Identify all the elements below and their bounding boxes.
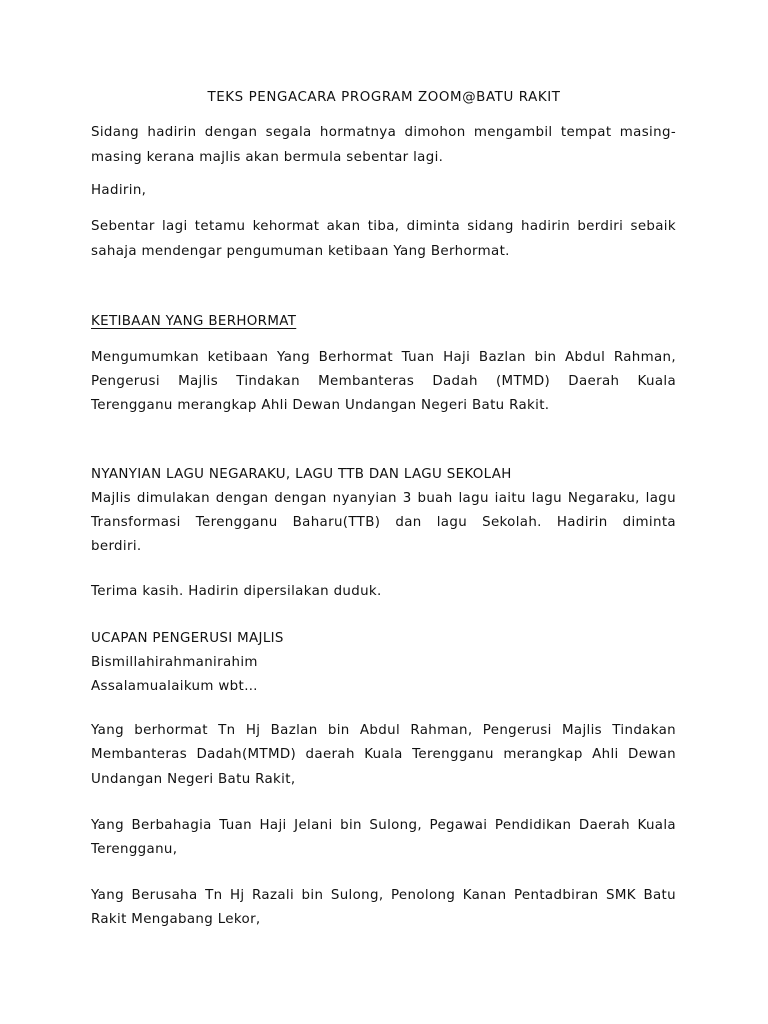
ucapan-line-2: Assalamualaikum wbt… xyxy=(91,679,258,694)
nyanyian-thanks: Terima kasih. Hadirin dipersilakan duduk. xyxy=(91,584,382,599)
announce-line-1: Sebentar lagi tetamu kehormat akan tiba, diminta sidang hadirin berdiri sebaik xyxy=(91,219,676,234)
nyanyian-line-3: berdiri. xyxy=(91,539,142,554)
ppd-line-1: Yang Berbahagia Tuan Haji Jelani bin Sulong, Pegawai Pendidikan Daerah Kuala xyxy=(91,818,676,833)
yb-line-1: Yang berhormat Tn Hj Bazlan bin Abdul Rahman, Pengerusi Majlis Tindakan xyxy=(91,723,676,738)
hadirin-line: Hadirin, xyxy=(91,183,147,198)
intro-line-2: masing kerana majlis akan bermula sebentar lagi. xyxy=(91,150,444,165)
nyanyian-heading: NYANYIAN LAGU NEGARAKU, LAGU TTB DAN LAGU SEKOLAH xyxy=(91,467,512,482)
ucapan-heading: UCAPAN PENGERUSI MAJLIS xyxy=(91,631,284,646)
ketibaan-line-3: Terengganu merangkap Ahli Dewan Undangan Negeri Batu Rakit. xyxy=(91,398,550,413)
ketibaan-heading: KETIBAAN YANG BERHORMAT xyxy=(91,314,297,329)
nyanyian-line-1: Majlis dimulakan dengan dengan nyanyian 3 buah lagu iaitu lagu Negaraku, lagu xyxy=(91,491,676,506)
nyanyian-line-2: Transformasi Terengganu Baharu(TTB) dan lagu Sekolah. Hadirin diminta xyxy=(91,515,676,530)
pk-line-1: Yang Berusaha Tn Hj Razali bin Sulong, Penolong Kanan Pentadbiran SMK Batu xyxy=(91,888,676,903)
ketibaan-line-1: Mengumumkan ketibaan Yang Berhormat Tuan Haji Bazlan bin Abdul Rahman, xyxy=(91,350,676,365)
ppd-line-2: Terengganu, xyxy=(91,842,178,857)
announce-line-2: sahaja mendengar pengumuman ketibaan Yang Berhormat. xyxy=(91,244,510,259)
pk-line-2: Rakit Mengabang Lekor, xyxy=(91,912,261,927)
intro-line-1: Sidang hadirin dengan segala hormatnya dimohon mengambil tempat masing- xyxy=(91,125,676,140)
ketibaan-line-2: Pengerusi Majlis Tindakan Membanteras Dadah (MTMD) Daerah Kuala xyxy=(91,374,676,389)
yb-line-3: Undangan Negeri Batu Rakit, xyxy=(91,772,296,787)
yb-line-2: Membanteras Dadah(MTMD) daerah Kuala Terengganu merangkap Ahli Dewan xyxy=(91,747,676,762)
document-title: TEKS PENGACARA PROGRAM ZOOM@BATU RAKIT xyxy=(207,90,561,105)
ucapan-line-1: Bismillahirahmanirahim xyxy=(91,655,258,670)
